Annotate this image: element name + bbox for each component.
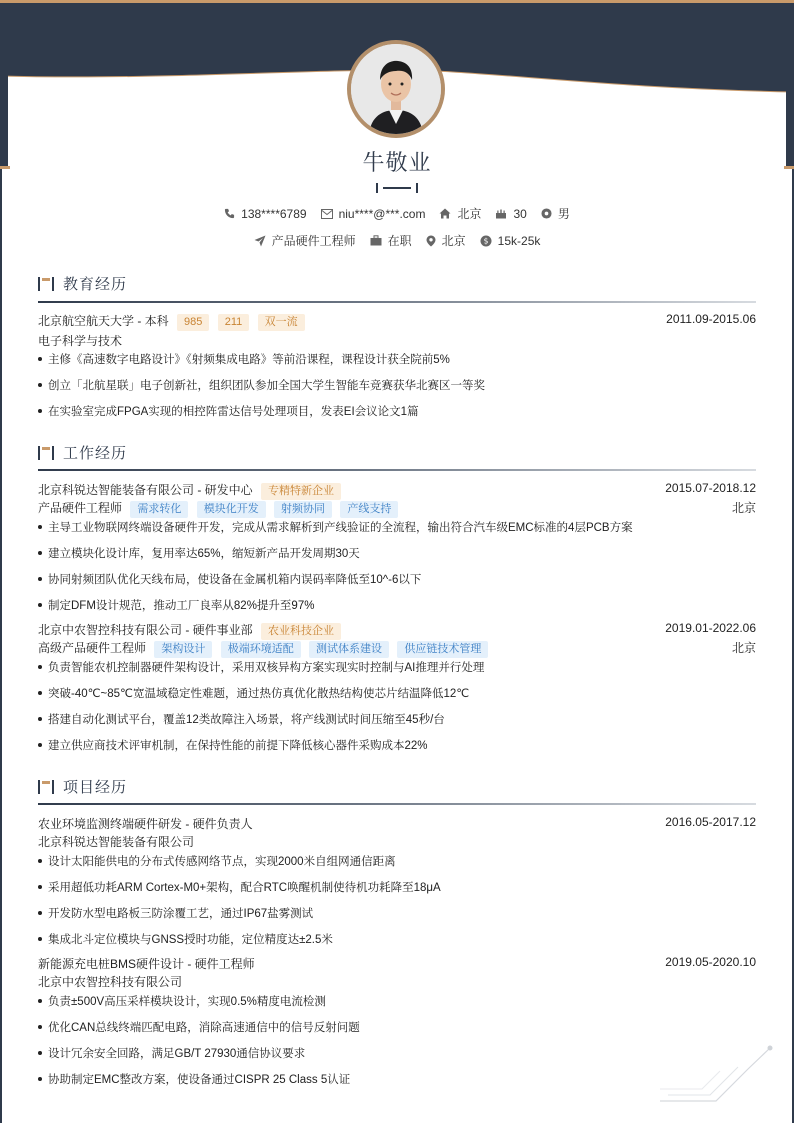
- role-name: 高级产品硬件工程师: [38, 641, 147, 655]
- list-item: 开发防水型电路板三防涂覆工艺，通过IP67盐雾测试: [38, 905, 756, 921]
- tag: 985: [177, 314, 209, 331]
- work-header: [38, 481, 756, 500]
- money-icon: [480, 235, 492, 247]
- phone-icon: [224, 208, 235, 219]
- tag: 专精特新企业: [261, 483, 341, 500]
- age-item: [495, 207, 526, 221]
- section-education-title: 教育经历: [38, 273, 127, 294]
- contact-row: [0, 205, 794, 222]
- project-org: 北京科锐达智能装备有限公司: [38, 835, 195, 849]
- salary-text: 15k-25k: [497, 233, 541, 248]
- job-target-text: 产品硬件工程师: [271, 234, 356, 248]
- list-item: 协同射频团队优化天线布局，使设备在金属机箱内误码率降低至10^-6以下: [38, 571, 756, 587]
- gender-icon: [541, 208, 552, 219]
- company-name: 北京中农智控科技有限公司 - 硬件事业部: [38, 623, 253, 637]
- gender-item: [541, 205, 570, 222]
- role-name: 产品硬件工程师: [38, 501, 123, 515]
- salary-item: [480, 234, 541, 248]
- major: 电子科学与技术: [38, 334, 123, 348]
- location: 北京: [731, 641, 756, 655]
- briefcase-icon: [370, 235, 382, 246]
- tag: 测试体系建设: [309, 641, 389, 658]
- list-item: 主导工业物联网终端设备硬件开发，完成从需求解析到产线验证的全流程，输出符合汽车级EMC标准的4层PCB方案: [38, 519, 756, 535]
- home-icon: [439, 208, 451, 219]
- tag: 产线支持: [340, 501, 398, 518]
- send-icon: [254, 235, 266, 247]
- gender-text: 男: [557, 207, 570, 221]
- list-item: 制定DFM设计规范，推动工厂良率从82%提升至97%: [38, 597, 756, 613]
- hometown-item: [439, 205, 481, 222]
- tag: 架构设计: [154, 641, 212, 658]
- project-title: 新能源充电桩BMS硬件设计 - 硬件工程师: [38, 957, 255, 971]
- work-header: [38, 621, 756, 640]
- tag: 农业科技企业: [261, 623, 341, 640]
- candidate-name: 牛敬业: [362, 150, 432, 175]
- tag: 需求转化: [130, 501, 188, 518]
- list-item: 突破-40℃~85℃宽温域稳定性难题，通过热仿真优化散热结构使芯片结温降低12℃: [38, 685, 756, 701]
- project-header: [38, 955, 756, 972]
- list-item: 负责智能农机控制器硬件架构设计，采用双核异构方案实现实时控制与AI推理并行处理: [38, 659, 756, 675]
- status-item: [370, 232, 412, 249]
- tag: 供应链技术管理: [397, 641, 488, 658]
- list-item: 建立供应商技术评审机制，在保持性能的前提下降低核心器件采购成本22%: [38, 737, 756, 753]
- date-range: 2015.07-2018.12: [665, 481, 756, 495]
- phone-text: 138****6789: [241, 206, 307, 221]
- section-project-title: 项目经历: [38, 776, 127, 797]
- phone-item: [224, 207, 306, 221]
- section-divider: [38, 803, 756, 805]
- svg-text:$: $: [483, 236, 489, 246]
- section-work-title: 工作经历: [38, 442, 127, 463]
- date-range: 2019.01-2022.06: [665, 621, 756, 635]
- hometown-text: 北京: [457, 207, 482, 221]
- list-item: 建立模块化设计库，复用率达65%，缩短新产品开发周期30天: [38, 545, 756, 561]
- intent-row: [0, 232, 794, 249]
- list-item: 创立「北航星联」电子创新社，组织团队参加全国大学生智能车竞赛获华北赛区一等奖: [38, 377, 756, 393]
- date-range: 2016.05-2017.12: [665, 815, 756, 829]
- work-role: [38, 639, 756, 658]
- email-item: [321, 207, 426, 221]
- company-name: 北京科锐达智能装备有限公司 - 研发中心: [38, 483, 253, 497]
- location-pin-icon: [426, 235, 436, 247]
- status-text: 在职: [387, 234, 412, 248]
- list-item: 搭建自动化测试平台，覆盖12类故障注入场景，将产线测试时间压缩至45秒/台: [38, 711, 756, 727]
- section-divider: [38, 469, 756, 471]
- project-title: 农业环境监测终端硬件研发 - 硬件负责人: [38, 817, 253, 831]
- tag: 211: [218, 314, 250, 331]
- name-divider: [376, 183, 418, 193]
- project-header: [38, 815, 756, 832]
- tag: 极端环境适配: [221, 641, 301, 658]
- list-item: 在实验室完成FPGA实现的相控阵雷达信号处理项目，发表EI会议论文1篇: [38, 403, 756, 419]
- list-item: 设计太阳能供电的分布式传感网络节点，实现2000米自组网通信距离: [38, 853, 756, 869]
- section-divider: [38, 301, 756, 303]
- education-header: [38, 312, 756, 331]
- tag: 模块化开发: [197, 501, 266, 518]
- school-name: 北京航空航天大学 - 本科: [38, 314, 169, 328]
- cake-icon: [495, 208, 507, 219]
- project-org: 北京中农智控科技有限公司: [38, 975, 183, 989]
- work-role: [38, 499, 756, 518]
- list-item: 优化CAN总线终端匹配电路，消除高速通信中的信号反射问题: [38, 1019, 756, 1035]
- date-range: 2011.09-2015.06: [666, 312, 756, 326]
- city-text: 北京: [441, 234, 466, 248]
- list-item: 主修《高速数字电路设计》《射频集成电路》等前沿课程，课程设计获全院前5%: [38, 351, 756, 367]
- left-border: [0, 169, 2, 1123]
- list-item: 设计冗余安全回路，满足GB/T 27930通信协议要求: [38, 1045, 756, 1061]
- list-item: 集成北斗定位模块与GNSS授时功能，定位精度达±2.5米: [38, 931, 756, 947]
- list-item: 负责±500V高压采样模块设计，实现0.5%精度电流检测: [38, 993, 756, 1009]
- tag: 射频协同: [274, 501, 332, 518]
- list-item: 采用超低功耗ARM Cortex-M0+架构，配合RTC唤醒机制使待机功耗降至18μA: [38, 879, 756, 895]
- tag: 双一流: [258, 314, 305, 331]
- person-photo-icon: [351, 44, 441, 134]
- avatar: [347, 40, 445, 138]
- job-target-item: [254, 232, 356, 249]
- mail-icon: [321, 209, 333, 219]
- email-text: niu****@***.com: [338, 206, 426, 221]
- decorative-lines: [658, 1043, 776, 1103]
- age-text: 30: [513, 206, 527, 221]
- location: 北京: [731, 501, 756, 515]
- list-item: 协助制定EMC整改方案，使设备通过CISPR 25 Class 5认证: [38, 1071, 756, 1087]
- date-range: 2019.05-2020.10: [665, 955, 756, 969]
- city-item: [426, 232, 466, 249]
